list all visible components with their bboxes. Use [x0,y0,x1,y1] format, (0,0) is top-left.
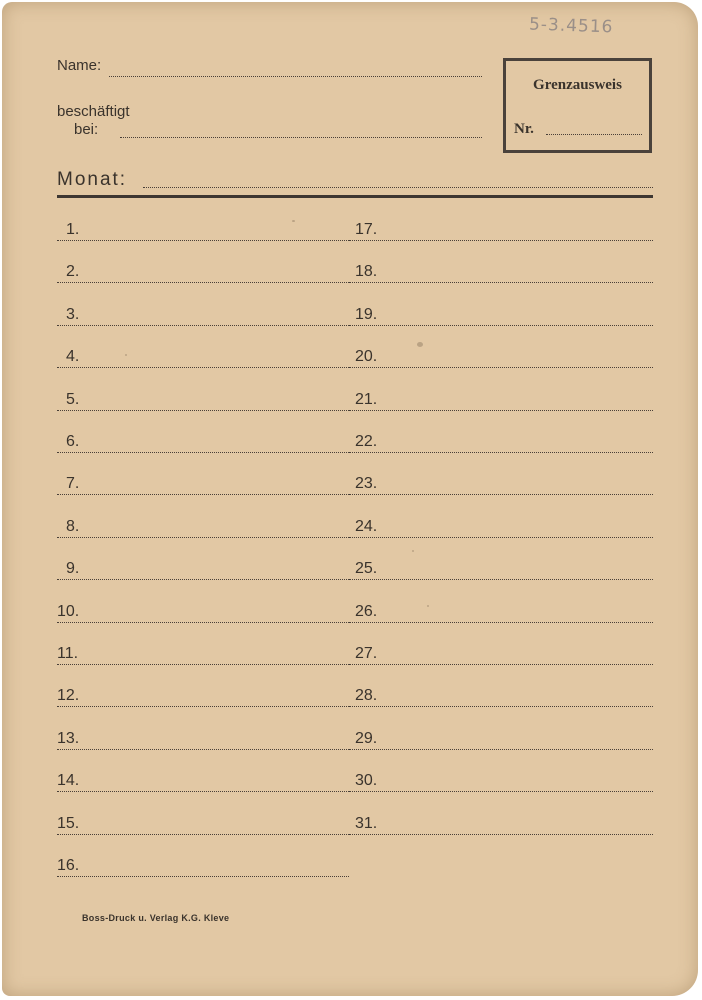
name-label: Name: [57,57,102,74]
day-entry-line-left[interactable] [57,452,349,453]
day-entry-line-left[interactable] [57,537,349,538]
day-number-left: 7. [66,475,80,493]
document-card [2,2,698,996]
month-label: Monat: [57,169,128,190]
day-entry-line-left[interactable] [57,367,349,368]
employer-label-line1: beschäftigt [57,103,130,120]
day-number-right: 26. [355,602,378,620]
day-entry-line-right[interactable] [349,791,653,792]
day-number-right: 20. [355,348,378,366]
day-entry-line-left[interactable] [57,325,349,326]
day-entry-line-left[interactable] [57,494,349,495]
employer-field-line[interactable] [120,137,482,138]
day-entry-line-left[interactable] [57,876,349,877]
day-number-right: 28. [355,687,378,705]
day-entry-line-right[interactable] [349,622,653,623]
day-number-left: 15. [57,814,80,832]
border-pass-number-line[interactable] [546,134,642,135]
day-entry-line-right[interactable] [349,240,653,241]
border-pass-number-label: Nr. [514,121,534,137]
day-number-left: 12. [57,687,80,705]
day-entry-line-right[interactable] [349,367,653,368]
day-entry-line-right[interactable] [349,452,653,453]
day-number-left: 11. [57,645,79,662]
day-number-right: 29. [355,729,378,747]
day-number-left: 4. [66,348,80,366]
day-number-right: 17. [355,221,378,238]
paper-speck [412,550,414,552]
month-field-line[interactable] [143,187,653,188]
day-entry-line-left[interactable] [57,749,349,750]
day-entry-line-left[interactable] [57,834,349,835]
paper-speck [417,342,423,347]
day-number-right: 24. [355,517,378,535]
day-entry-line-left[interactable] [57,622,349,623]
day-entry-line-right[interactable] [349,325,653,326]
day-number-right: 21. [355,390,378,408]
day-entry-line-left[interactable] [57,282,349,283]
day-number-left: 16. [57,857,80,874]
day-number-left: 5. [66,390,80,408]
day-number-left: 14. [57,772,80,790]
day-number-right: 25. [355,560,378,578]
day-number-right: 22. [355,433,378,450]
day-number-left: 6. [66,433,80,450]
employer-label-line2: bei: [74,121,99,138]
day-entry-line-right[interactable] [349,749,653,750]
day-number-right: 19. [355,305,378,323]
day-entry-line-right[interactable] [349,494,653,495]
border-pass-title: Grenzausweis [533,77,622,93]
day-entry-line-left[interactable] [57,664,349,665]
day-number-right: 27. [355,645,378,662]
day-entry-line-left[interactable] [57,706,349,707]
handwritten-note: 5-3.4516 [528,14,614,38]
printer-imprint: Boss-Druck u. Verlag K.G. Kleve [82,913,230,923]
paper-speck [427,605,429,607]
day-number-left: 8. [66,517,80,535]
day-entry-line-left[interactable] [57,579,349,580]
day-entry-line-left[interactable] [57,791,349,792]
day-entry-line-right[interactable] [349,664,653,665]
day-entry-line-right[interactable] [349,410,653,411]
day-number-left: 1. [66,221,80,238]
day-number-right: 23. [355,475,378,493]
day-number-left: 13. [57,729,80,747]
day-entry-line-left[interactable] [57,240,349,241]
border-pass-box [503,58,652,153]
day-number-left: 10. [57,602,80,620]
day-entry-line-right[interactable] [349,282,653,283]
day-number-left: 9. [66,560,80,578]
day-entry-line-right[interactable] [349,579,653,580]
paper-speck [125,354,127,356]
day-number-right: 30. [355,772,378,790]
day-number-left: 3. [66,305,80,323]
day-entry-line-right[interactable] [349,834,653,835]
day-entry-line-right[interactable] [349,537,653,538]
paper-speck [292,220,295,222]
day-entry-line-left[interactable] [57,410,349,411]
day-entry-line-right[interactable] [349,706,653,707]
day-number-right: 18. [355,263,378,281]
day-number-left: 2. [66,263,80,281]
name-field-line[interactable] [109,76,482,77]
day-number-right: 31. [355,814,378,832]
header-divider [57,195,653,198]
